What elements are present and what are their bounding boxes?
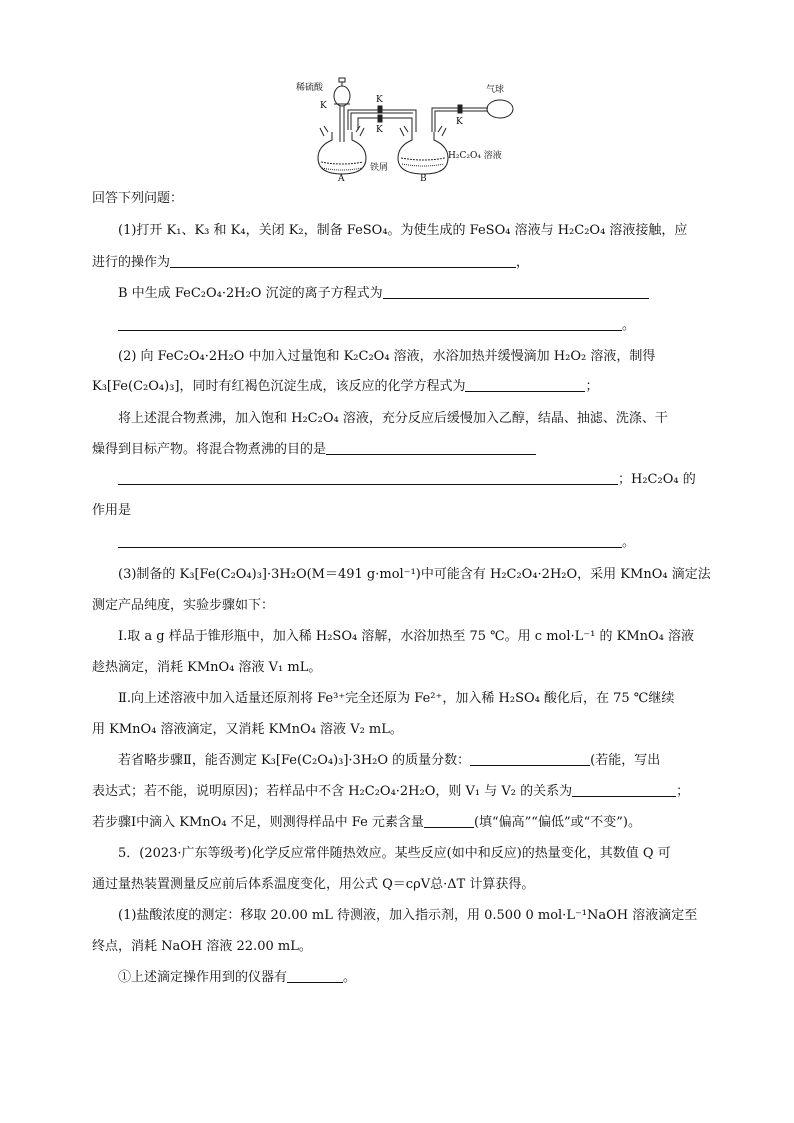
label-balloon: 气球 [486, 85, 505, 95]
q3-question3: 若步骤Ⅰ中滴入 KMnO₄ 不足，则测得样品中 Fe 元素含量 (填“偏高”“偏低”或“不变”)。 [92, 815, 641, 830]
q2-line2: K₃[Fe(C₂O₄)₃]，同时有红褐色沉淀生成，该反应的化学方程式为 ； [92, 379, 599, 394]
q3-question1: 若省略步骤Ⅱ，能否测定 K₃[Fe(C₂O₄)₃]·3H₂O 的质量分数： (若能，写出 [118, 753, 661, 768]
label-k3: K [376, 125, 383, 135]
q2-line3: 将上述混合物煮沸，加入饱和 H₂C₂O₄ 溶液，充分反应后缓慢加入乙醇，结晶、抽滤、洗涤、干 [118, 411, 668, 426]
answer-blank[interactable] [118, 316, 622, 331]
q2-line5: ；H₂C₂O₄ 的 [92, 470, 738, 490]
q3-step2: Ⅱ.向上述溶液中加入适量还原剂将 Fe³⁺完全还原为 Fe²⁺，加入稀 H₂SO₄ 酸化后，在 75 ℃继续 [118, 691, 675, 706]
q1-line2: 进行的操作为 ， [92, 255, 530, 270]
label-dilute-acid: 稀硫酸 [296, 83, 324, 93]
answer-blank[interactable] [572, 782, 676, 797]
q1-line3: B 中生成 FeC₂O₄·2H₂O 沉淀的离子方程式为 [92, 284, 738, 304]
answer-blank[interactable] [287, 968, 343, 983]
valve-k2 [378, 106, 382, 113]
apparatus-diagram [288, 70, 518, 182]
q5-part1-line2: 终点，消耗 NaOH 溶液 22.00 mL。 [92, 939, 312, 954]
label-iron: 铁屑 [370, 163, 389, 173]
q5-line1: 5．(2023·广东等级考)化学反应常伴随热效应。某些反应(如中和反应)的热量变化，其数值 Q 可 [118, 846, 671, 861]
q1-line1: (1)打开 K₁、K₃ 和 K₄，关闭 K₂，制备 FeSO₄。为使生成的 FeSO₄ 溶液与 H₂C₂O₄ 溶液接触，应 [118, 223, 688, 238]
label-k4: K [456, 117, 463, 127]
q3-question2: 表达式；若不能，说明原因)；若样品中不含 H₂C₂O₄·2H₂O，则 V₁ 与 V₂ 的关系为 ； [92, 784, 690, 799]
q5-part1-line1: (1)盐酸浓度的测定：移取 20.00 mL 待测液，加入指示剂，用 0.500 0 mol·L⁻¹NaOH 溶液滴定至 [118, 908, 698, 923]
flask-a [318, 126, 366, 174]
answer-blank[interactable] [424, 813, 474, 828]
answer-blank[interactable] [465, 377, 585, 392]
q3-step2b: 用 KMnO₄ 溶液滴定，又消耗 KMnO₄ 溶液 V₂ mL。 [92, 722, 403, 737]
answer-blank[interactable] [470, 751, 590, 766]
q2-line7: 。 [92, 533, 738, 553]
answer-blank[interactable] [118, 533, 622, 548]
answer-blank[interactable] [326, 440, 536, 455]
answer-blank[interactable] [118, 470, 618, 485]
q3-line1: (3)制备的 K₃[Fe(C₂O₄)₃]·3H₂O(M＝491 g·mol⁻¹)中可能含有 H₂C₂O₄·2H₂O，采用 KMnO₄ 滴定法 [118, 567, 711, 582]
q2-line6: 作用是 [92, 503, 132, 518]
intro-text: 回答下列问题： [92, 191, 184, 206]
q5-part1-q1: ①上述滴定操作用到的仪器有 。 [118, 970, 357, 985]
flask-b [398, 126, 448, 174]
balloon-tube [432, 100, 513, 132]
valve-k3 [378, 115, 382, 122]
q3-line2: 测定产品纯度，实验步骤如下： [92, 598, 275, 613]
iron-filings [318, 158, 366, 162]
answer-blank[interactable] [383, 284, 649, 299]
q3-step1: Ⅰ.取 a g 样品于锥形瓶中，加入稀 H₂SO₄ 溶解，水浴加热至 75 ℃。用 c mol·L⁻¹ 的 KMnO₄ 溶液 [118, 629, 695, 644]
label-k1: K [320, 101, 327, 111]
label-flask-b: B [420, 174, 427, 182]
label-k2: K [376, 95, 383, 105]
label-flask-a: A [338, 174, 345, 182]
q5-line2: 通过量热装置测量反应前后体系温度变化，用公式 Q＝cρV总·ΔT 计算获得。 [92, 877, 535, 892]
q1-line4: 。 [92, 316, 738, 336]
answer-blank[interactable] [170, 253, 516, 268]
label-oxalic: H₂C₂O₄ 溶液 [448, 151, 502, 161]
q2-line4: 燥得到目标产物。将混合物煮沸的目的是 [92, 440, 712, 460]
q2-line1: (2) 向 FeC₂O₄·2H₂O 中加入过量饱和 K₂C₂O₄ 溶液，水浴加热并缓慢滴加 H₂O₂ 溶液，制得 [118, 349, 656, 364]
q3-step1b: 趁热滴定，消耗 KMnO₄ 溶液 V₁ mL。 [92, 660, 322, 675]
